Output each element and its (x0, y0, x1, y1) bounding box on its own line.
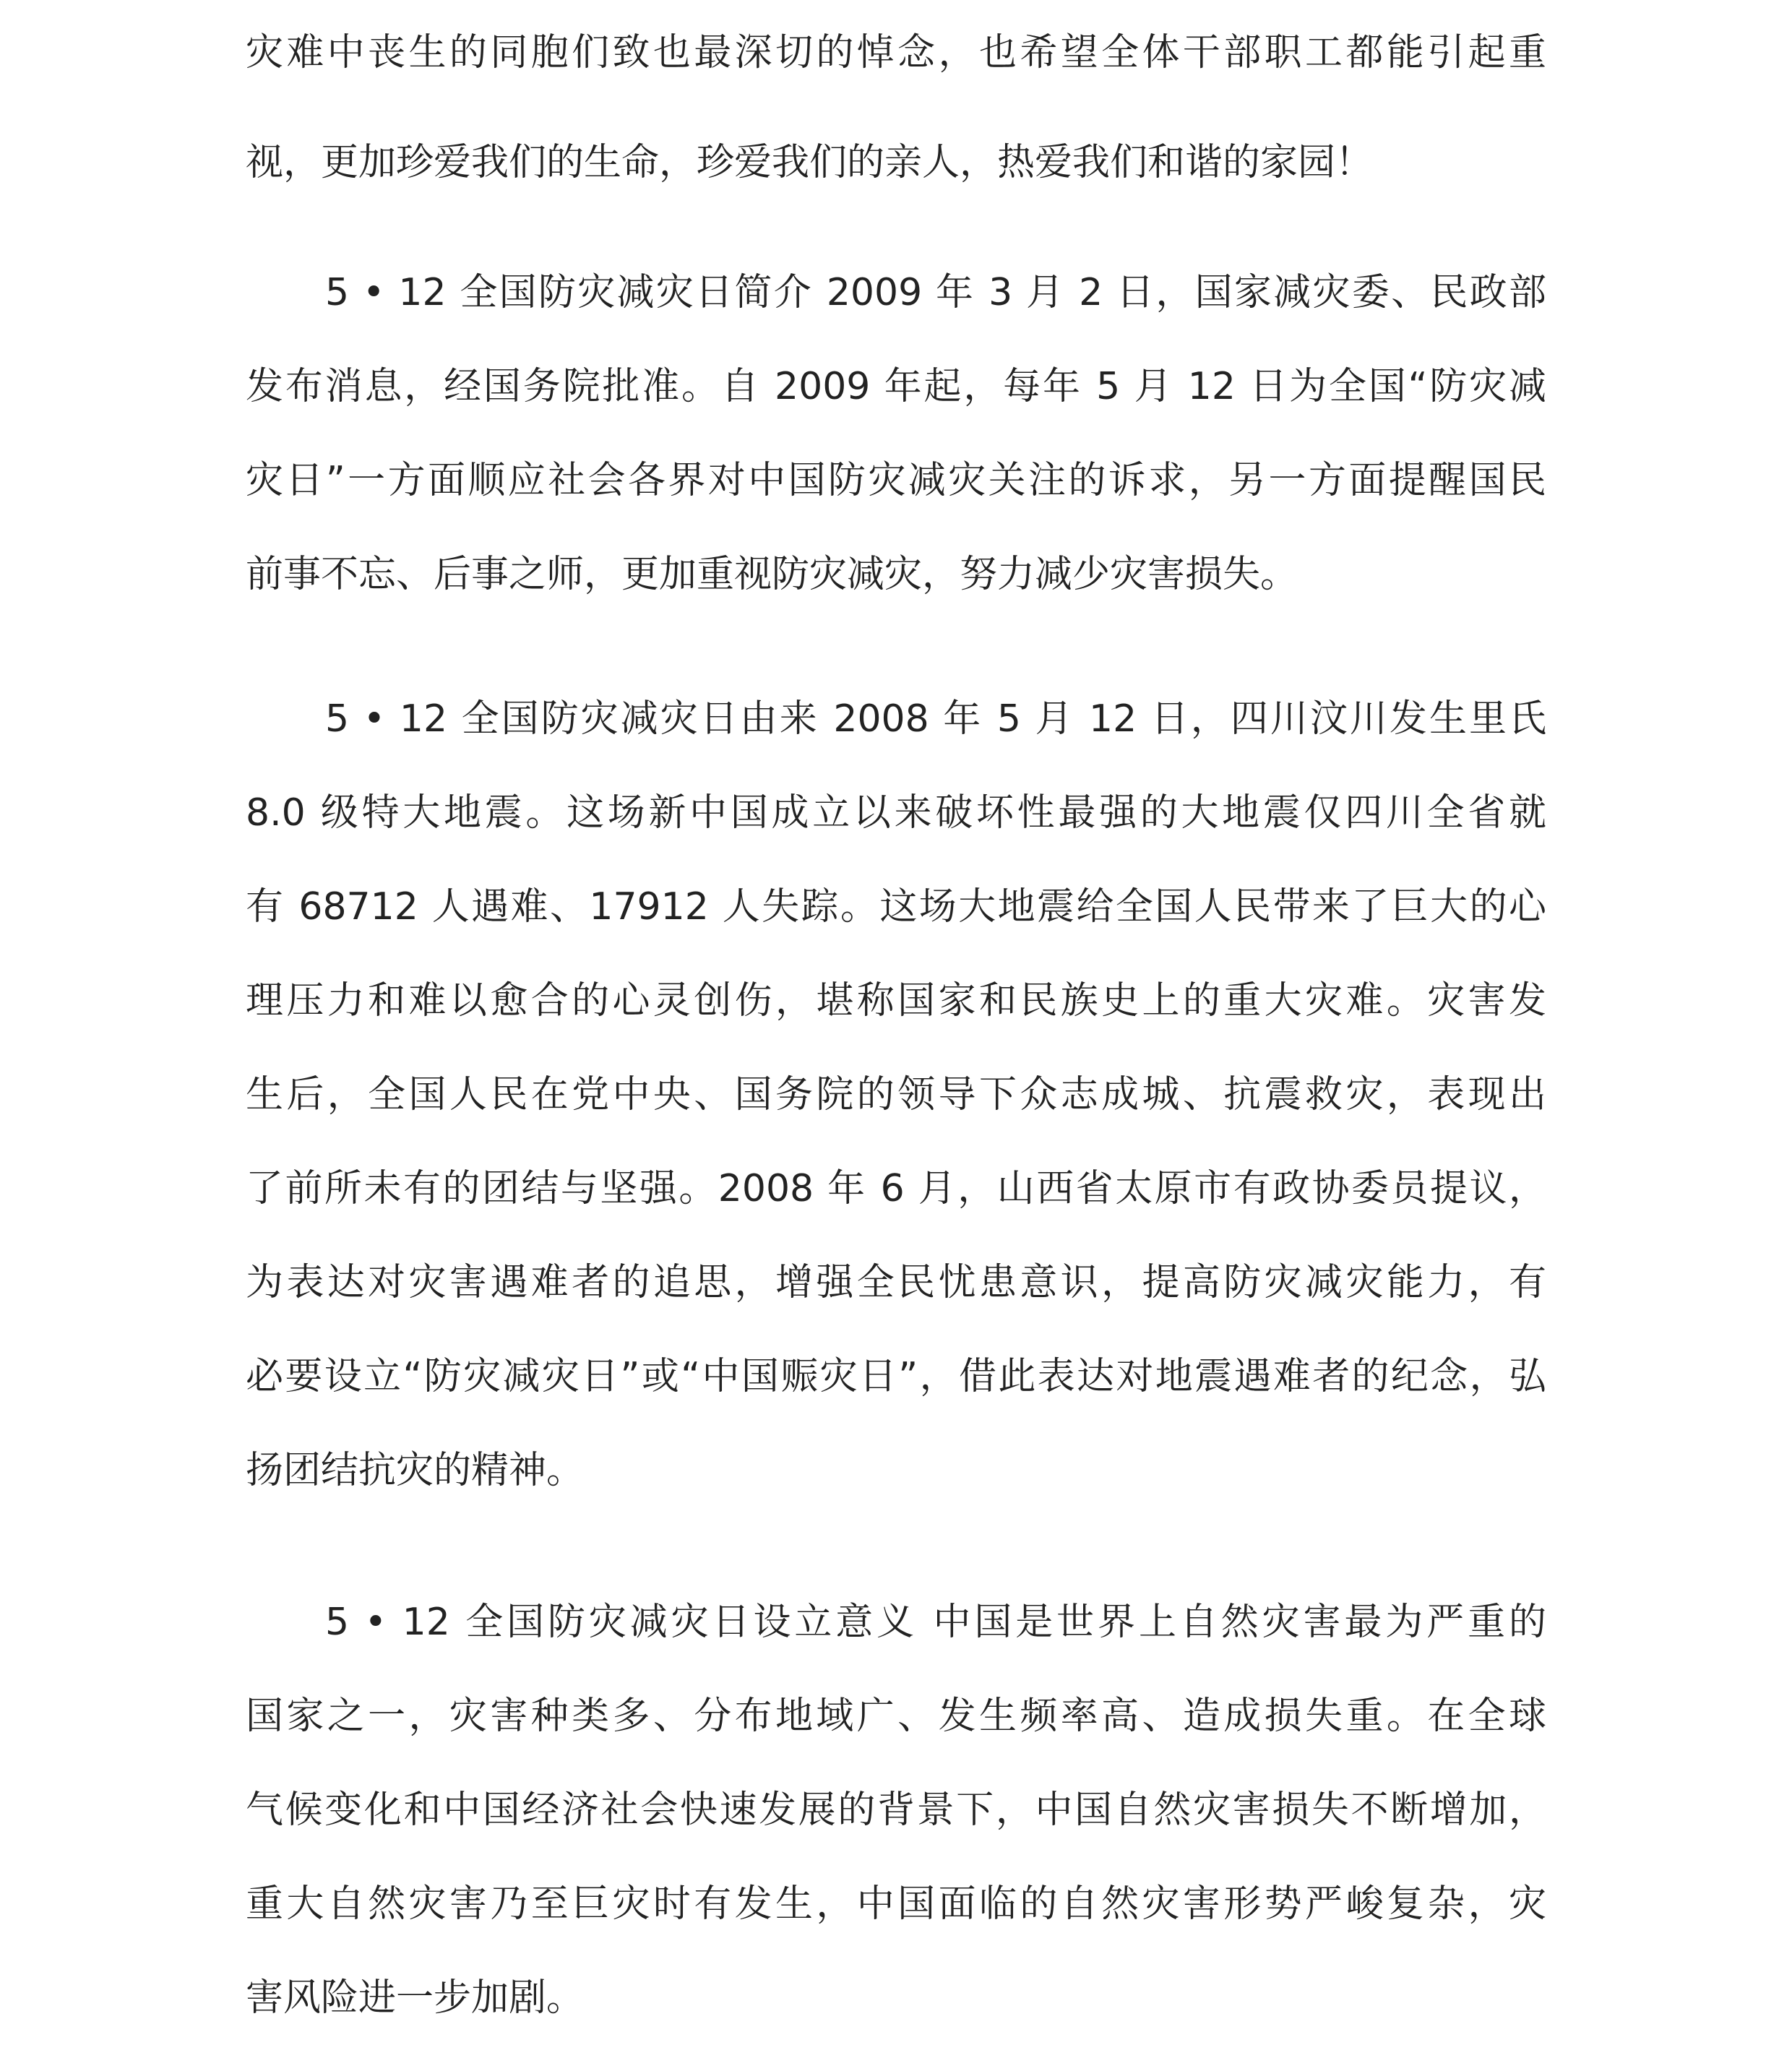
paragraph-2-line-3: 灾日”一方面顺应社会各界对中国防灾减灾关注的诉求，另一方面提醒国民 (246, 459, 1546, 502)
paragraph-3-line-5: 生后，全国人民在党中央、国务院的领导下众志成城、抗震救灾，表现出 (246, 1073, 1546, 1116)
paragraph-4-line-4: 重大自然灾害乃至巨灾时有发生，中国面临的自然灾害形势严峻复杂，灾 (246, 1882, 1546, 1926)
paragraph-1-line-2: 视，更加珍爱我们的生命，珍爱我们的亲人，热爱我们和谐的家园！ (246, 141, 1374, 184)
paragraph-4-line-2: 国家之一，灾害种类多、分布地域广、发生频率高、造成损失重。在全球 (246, 1695, 1546, 1738)
paragraph-2-line-4: 前事不忘、后事之师，更加重视防灾减灾，努力减少灾害损失。 (246, 553, 1298, 596)
paragraph-2-line-2: 发布消息，经国务院批准。自 2009 年起，每年 5 月 12 日为全国“防灾减 (246, 365, 1546, 408)
paragraph-3-line-7: 为表达对灾害遇难者的追思，增强全民忧患意识，提高防灾减灾能力，有 (246, 1261, 1546, 1304)
paragraph-3-line-6: 了前所未有的团结与坚强。2008 年 6 月，山西省太原市有政协委员提议， (246, 1167, 1546, 1210)
paragraph-2-line-1: 5 • 12 全国防灾减灾日简介 2009 年 3 月 2 日，国家减灾委、民政部 (325, 271, 1546, 314)
document-page (246, 0, 1546, 2045)
paragraph-3-line-8: 必要设立“防灾减灾日”或“中国赈灾日”，借此表达对地震遇难者的纪念，弘 (246, 1355, 1546, 1398)
paragraph-1-line-1: 灾难中丧生的同胞们致也最深切的悼念，也希望全体干部职工都能引起重 (246, 31, 1546, 74)
paragraph-3-line-2: 8.0 级特大地震。这场新中国成立以来破坏性最强的大地震仅四川全省就 (246, 791, 1546, 835)
paragraph-3-line-1: 5 • 12 全国防灾减灾日由来 2008 年 5 月 12 日，四川汶川发生里氏 (325, 697, 1546, 741)
paragraph-4-line-1: 5 • 12 全国防灾减灾日设立意义 中国是世界上自然灾害最为严重的 (325, 1601, 1546, 1644)
paragraph-4-line-3: 气候变化和中国经济社会快速发展的背景下，中国自然灾害损失不断增加， (246, 1788, 1546, 1832)
paragraph-4-line-5: 害风险进一步加剧。 (246, 1976, 585, 2020)
paragraph-3-line-4: 理压力和难以愈合的心灵创伤，堪称国家和民族史上的重大灾难。灾害发 (246, 979, 1546, 1022)
paragraph-3-line-3: 有 68712 人遇难、17912 人失踪。这场大地震给全国人民带来了巨大的心 (246, 885, 1546, 929)
paragraph-3-line-9: 扬团结抗灾的精神。 (246, 1449, 585, 1492)
